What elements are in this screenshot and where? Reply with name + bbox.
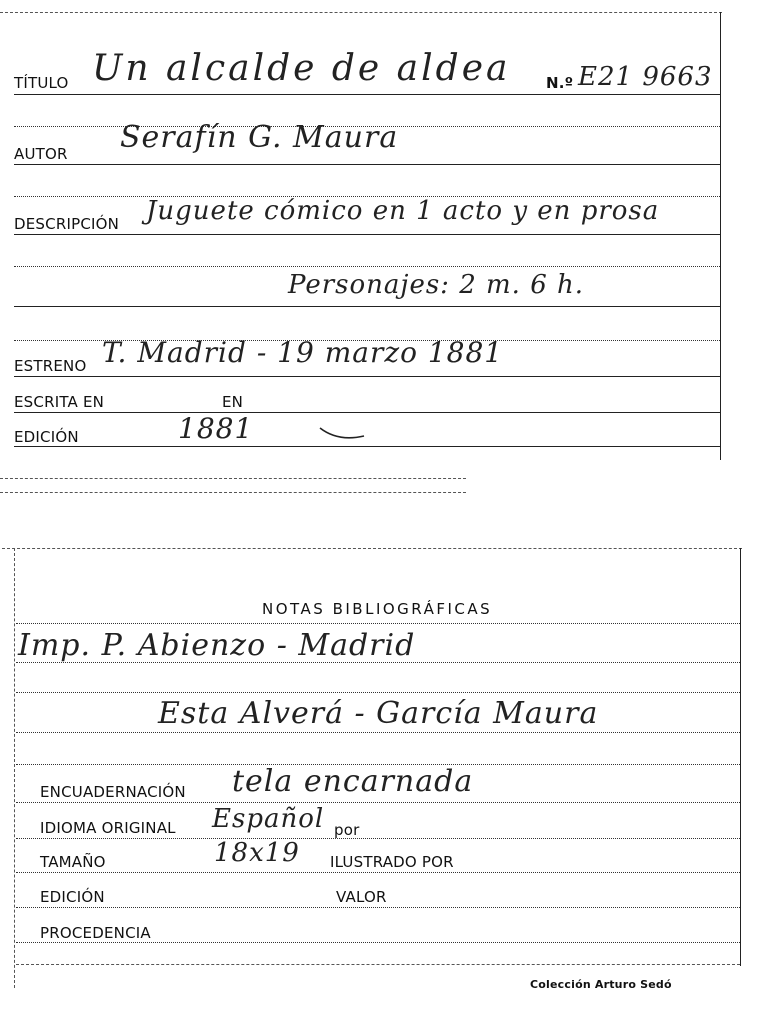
binding-rule	[16, 802, 740, 803]
card-top-edge	[2, 548, 742, 549]
card-bottom-edge-2	[0, 492, 466, 493]
edition-value: 1881	[178, 412, 254, 445]
size-label: TAMAÑO	[40, 853, 106, 871]
description-value: Juguete cómico en 1 acto y en prosa	[146, 196, 660, 226]
language-rule	[16, 838, 740, 839]
card-bottom-edge	[16, 964, 740, 965]
card-top-edge	[0, 12, 722, 13]
description-value-2: Personajes: 2 m. 6 h.	[288, 270, 585, 300]
edition-rule-2	[16, 907, 740, 908]
note-line-1: Imp. P. Abienzo - Madrid	[18, 628, 416, 663]
edition-label: EDICIÓN	[14, 428, 79, 446]
written-rule	[14, 412, 720, 413]
author-value: Serafín G. Maura	[120, 120, 399, 155]
collection-footer: Colección Arturo Sedó	[530, 978, 672, 991]
card-left-border	[14, 548, 15, 988]
number-label: N.º	[546, 74, 574, 92]
notes-rule	[16, 692, 740, 693]
card-bottom-edge	[0, 478, 466, 479]
edition-label-2: EDICIÓN	[40, 888, 105, 906]
binding-label: ENCUADERNACIÓN	[40, 783, 186, 801]
title-value: Un alcalde de aldea	[92, 48, 511, 89]
description-rule	[14, 234, 720, 235]
size-rule	[16, 872, 740, 873]
written-on-label: EN	[222, 393, 244, 411]
by-label: por	[334, 821, 360, 839]
card-right-border	[740, 548, 741, 966]
illustrated-by-label: ILUSTRADO POR	[330, 853, 454, 871]
written-in-label: ESCRITA EN	[14, 393, 105, 411]
title-rule	[14, 94, 720, 95]
author-rule	[14, 164, 720, 165]
bibliographic-notes-heading: NOTAS BIBLIOGRÁFICAS	[262, 600, 493, 618]
notes-rule	[16, 623, 740, 624]
notes-rule	[16, 662, 740, 663]
premiere-rule	[14, 376, 720, 377]
note-line-2: Esta Alverá - García Maura	[158, 696, 599, 731]
edition-rule	[14, 446, 720, 447]
author-label: AUTOR	[14, 145, 68, 163]
pen-mark	[318, 424, 368, 444]
provenance-label: PROCEDENCIA	[40, 924, 151, 942]
blank-rule	[14, 266, 720, 267]
original-language-label: IDIOMA ORIGINAL	[40, 819, 176, 837]
description-rule-2	[14, 306, 720, 307]
description-label: DESCRIPCIÓN	[14, 215, 120, 233]
notes-rule	[16, 732, 740, 733]
title-label: TÍTULO	[14, 74, 69, 92]
number-value: E21 9663	[578, 62, 713, 92]
size-value: 18x19	[214, 838, 300, 868]
binding-value: tela encarnada	[232, 764, 474, 799]
original-language-value: Español	[212, 804, 325, 834]
card-right-border	[720, 12, 721, 460]
provenance-rule	[16, 942, 740, 943]
value-label: VALOR	[336, 888, 387, 906]
premiere-value: T. Madrid - 19 marzo 1881	[102, 336, 504, 369]
premiere-label: ESTRENO	[14, 357, 87, 375]
